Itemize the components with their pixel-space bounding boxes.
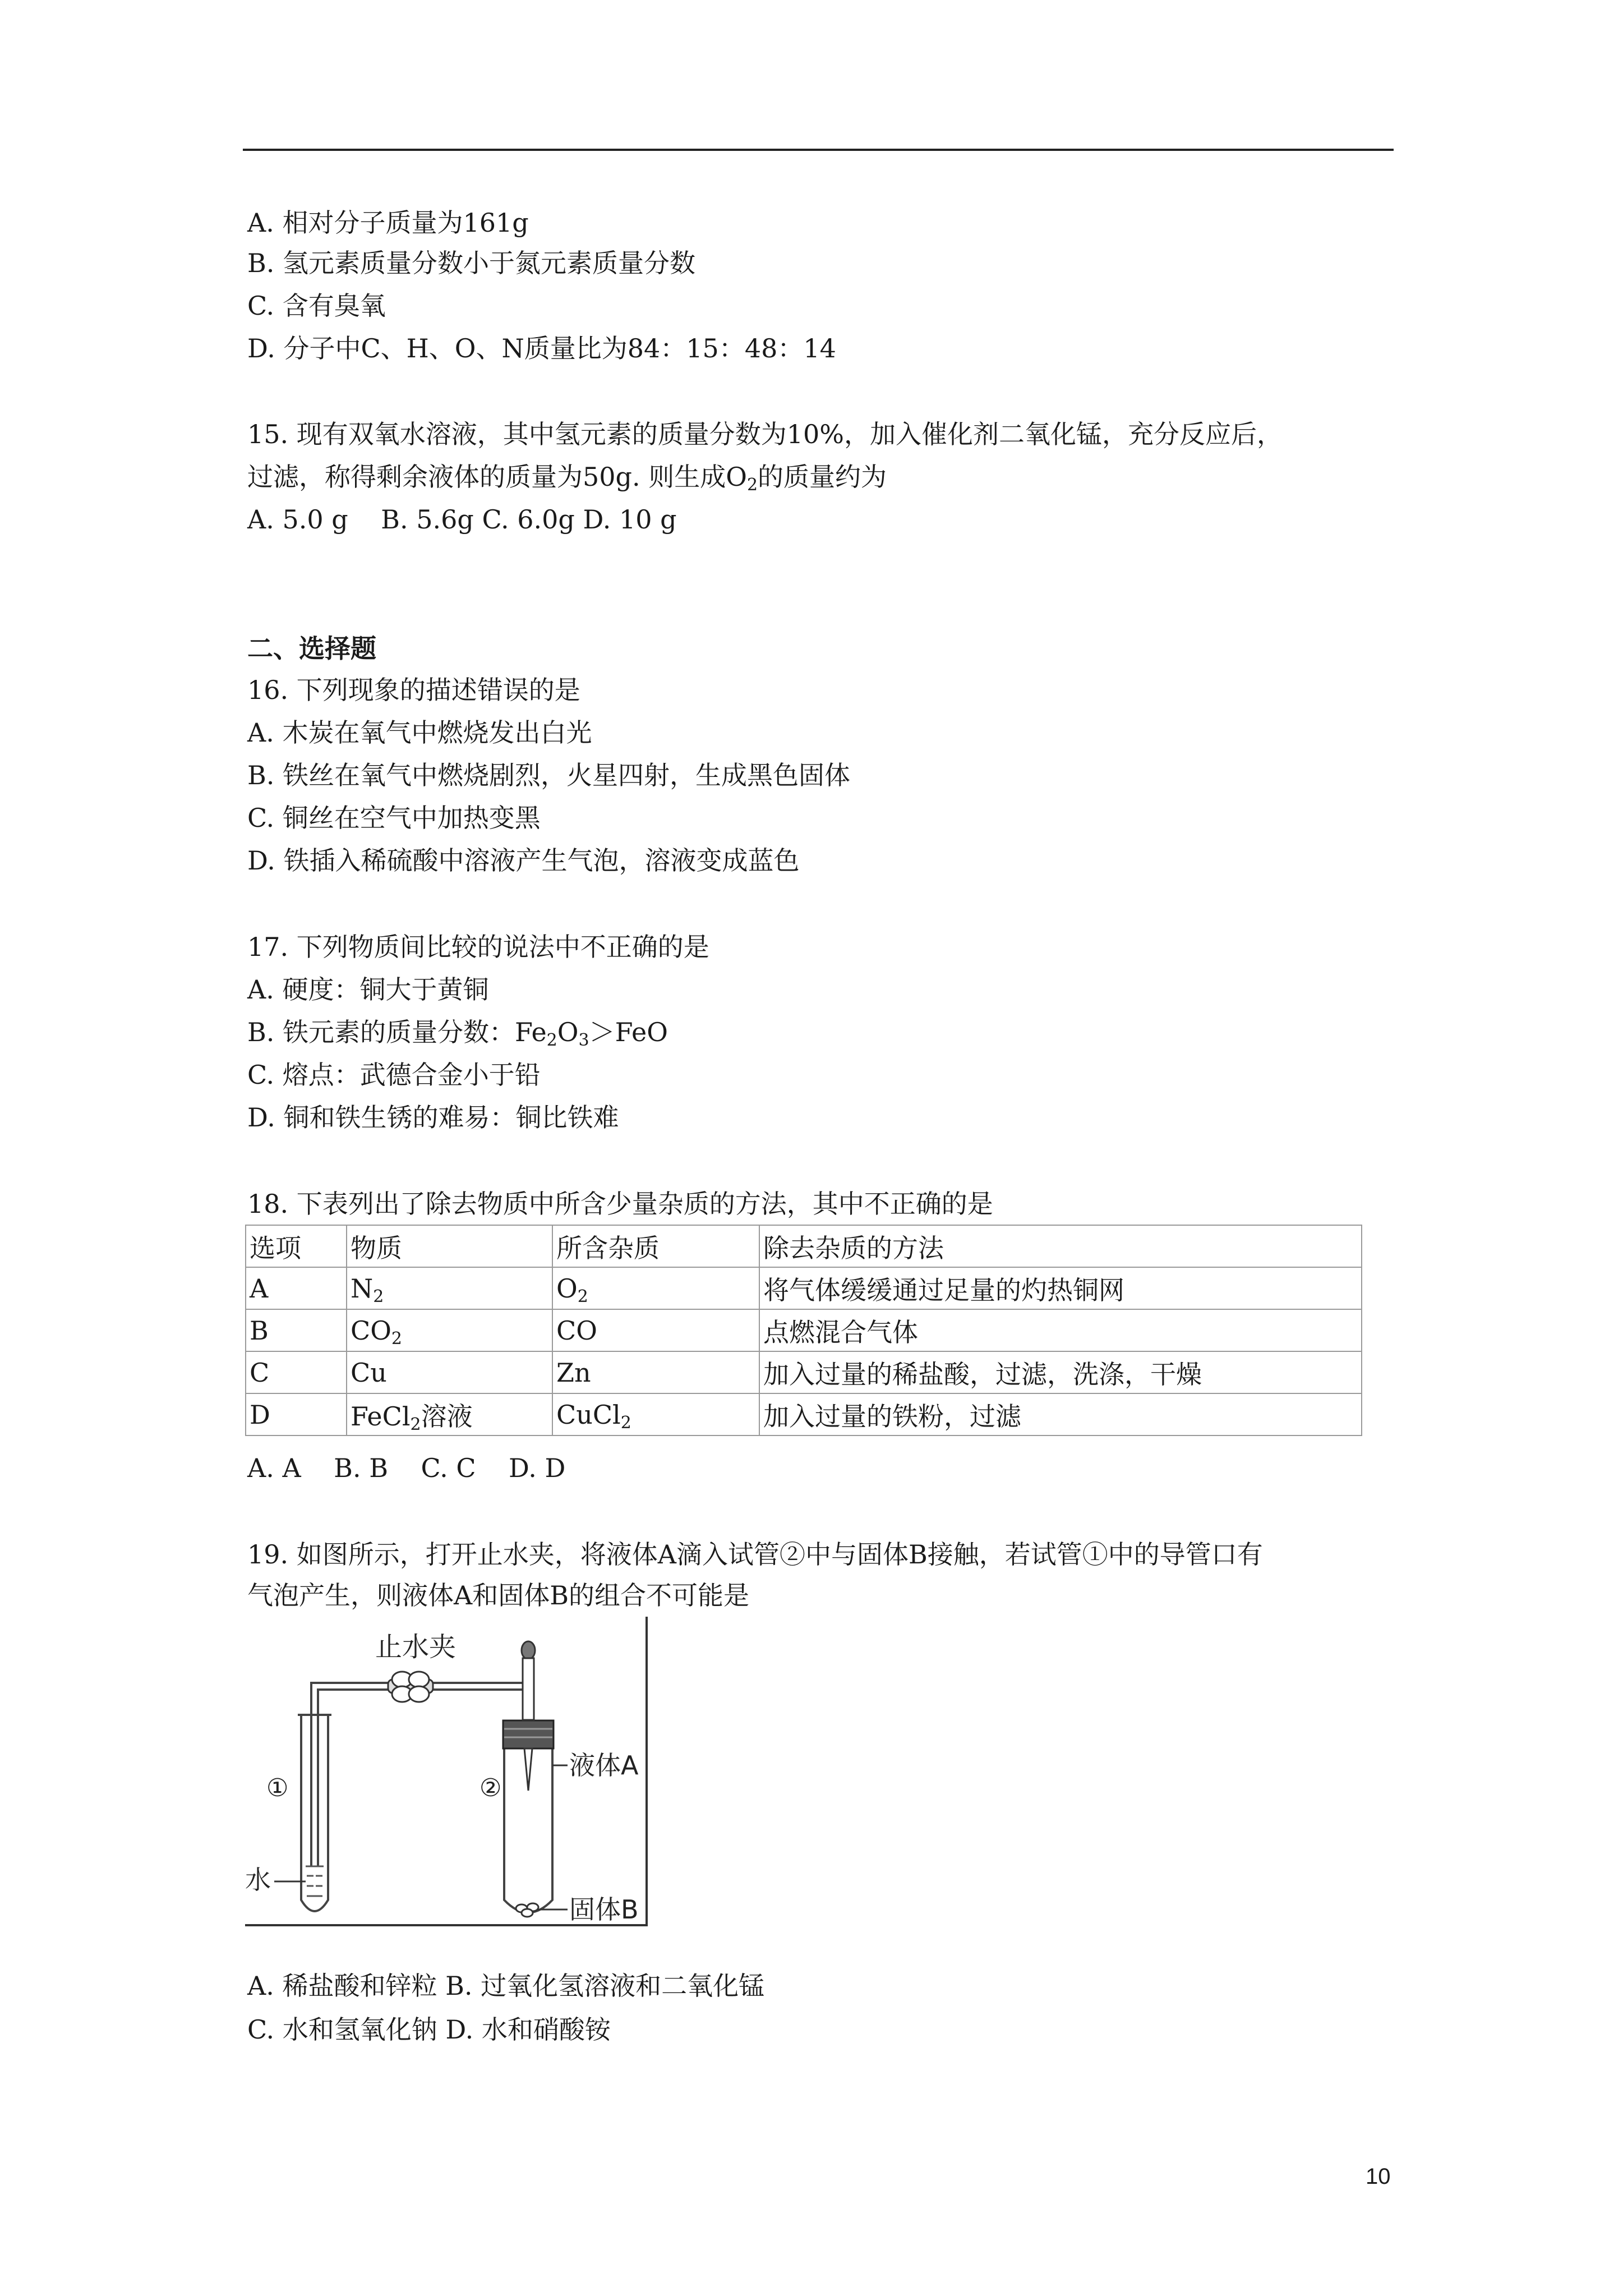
impurity-table (245, 1225, 1362, 1436)
page-number: 10 (1366, 2164, 1391, 2189)
q15-stem-line2: 过滤，称得剩余液体的质量为50g. 则生成$O_2$的质量约为 (247, 462, 887, 495)
stopper (503, 1720, 554, 1749)
option-cell: A (246, 1267, 347, 1309)
method-cell: 点燃混合气体 (759, 1309, 1362, 1351)
q16-option-a: A. 木炭在氧气中燃烧发出白光 (247, 717, 592, 748)
q16-option-b: B. 铁丝在氧气中燃烧剧烈，火星四射，生成黑色固体 (247, 760, 851, 790)
q17-option-c: C. 熔点：武德合金小于铅 (247, 1060, 541, 1090)
table-header-cell: 选项 (246, 1225, 347, 1267)
table-row (246, 1351, 1362, 1393)
dropper-icon (522, 1641, 535, 1791)
q17-option-a: A. 硬度：铜大于黄铜 (247, 974, 489, 1005)
liquid-label: 液体A (569, 1750, 639, 1780)
impurity-cell: Zn (552, 1351, 759, 1393)
q17-option-d: D. 铜和铁生锈的难易：铜比铁难 (247, 1102, 619, 1133)
q17-option-b: B. 铁元素的质量分数：$Fe_2O_3>FeO$ (247, 1017, 668, 1050)
q16-option-c: C. 铜丝在空气中加热变黑 (247, 803, 541, 833)
method-cell: 将气体缓缓通过足量的灼热铜网 (759, 1267, 1362, 1309)
water-level (306, 1866, 324, 1896)
option-cell: B (246, 1309, 347, 1351)
q14-option-d: D. 分子中C、H、O、N质量比为84：15：48：14 (247, 333, 836, 364)
q19-stem-line2: 气泡产生，则液体A和固体B的组合不可能是 (247, 1580, 750, 1611)
q18-stem: 18. 下表列出了除去物质中所含少量杂质的方法，其中不正确的是 (247, 1189, 993, 1219)
q17-stem: 17. 下列物质间比较的说法中不正确的是 (247, 932, 709, 962)
substance-cell: Cu (347, 1351, 552, 1393)
clamp-icon (388, 1672, 433, 1702)
table-header-cell: 所含杂质 (552, 1225, 759, 1267)
table-row (246, 1393, 1362, 1435)
q15-stem-line1: 15. 现有双氧水溶液，其中氢元素的质量分数为10%，加入催化剂二氧化锰，充分反应后， (247, 419, 1283, 449)
q19-stem-line1: 19. 如图所示，打开止水夹，将液体A滴入试管②中与固体B接触，若试管①中的导管口有 (247, 1539, 1263, 1570)
q14-option-a: A. 相对分子质量为161g (247, 208, 529, 238)
q18-options: A. A B. B C. C D. D (247, 1453, 566, 1483)
header-rule (243, 149, 1394, 151)
substance-cell: FeCl$_2$溶液 (347, 1393, 552, 1435)
q19-options-line2: C. 水和氢氧化钠 D. 水和硝酸铵 (247, 2014, 611, 2045)
table-header-cell: 物质 (347, 1225, 552, 1267)
solid-b (516, 1903, 538, 1917)
impurity-cell: CuCl$_2$ (552, 1393, 759, 1435)
option-cell: D (246, 1393, 347, 1435)
table-header-cell: 除去杂质的方法 (759, 1225, 1362, 1267)
q16-stem: 16. 下列现象的描述错误的是 (247, 675, 580, 705)
water-label: 水 (245, 1865, 271, 1895)
tube-1-label: ① (266, 1774, 289, 1802)
q14-option-b: B. 氢元素质量分数小于氮元素质量分数 (247, 248, 696, 278)
section-heading: 二、选择题 (247, 633, 376, 664)
table-header-row (246, 1225, 1362, 1267)
option-cell: C (246, 1351, 347, 1393)
table-row (246, 1309, 1362, 1351)
apparatus-figure (245, 1617, 649, 1931)
q15-options: A. 5.0 g B. 5.6g C. 6.0g D. 10 g (247, 504, 677, 535)
clamp-label: 止水夹 (375, 1631, 457, 1663)
substance-cell: $N_2$ (347, 1267, 552, 1309)
q19-options-line1: A. 稀盐酸和锌粒 B. 过氧化氢溶液和二氧化锰 (247, 1971, 765, 2001)
method-cell: 加入过量的铁粉，过滤 (759, 1393, 1362, 1435)
q16-option-d: D. 铁插入稀硫酸中溶液产生气泡，溶液变成蓝色 (247, 845, 800, 876)
impurity-cell: CO (552, 1309, 759, 1351)
substance-cell: $CO_2$ (347, 1309, 552, 1351)
solid-label: 固体B (569, 1894, 639, 1925)
impurity-cell: $O_2$ (552, 1267, 759, 1309)
method-cell: 加入过量的稀盐酸，过滤，洗涤，干燥 (759, 1351, 1362, 1393)
table-row (246, 1267, 1362, 1309)
tube-2-label: ② (479, 1774, 502, 1802)
q14-option-c: C. 含有臭氧 (247, 291, 386, 321)
